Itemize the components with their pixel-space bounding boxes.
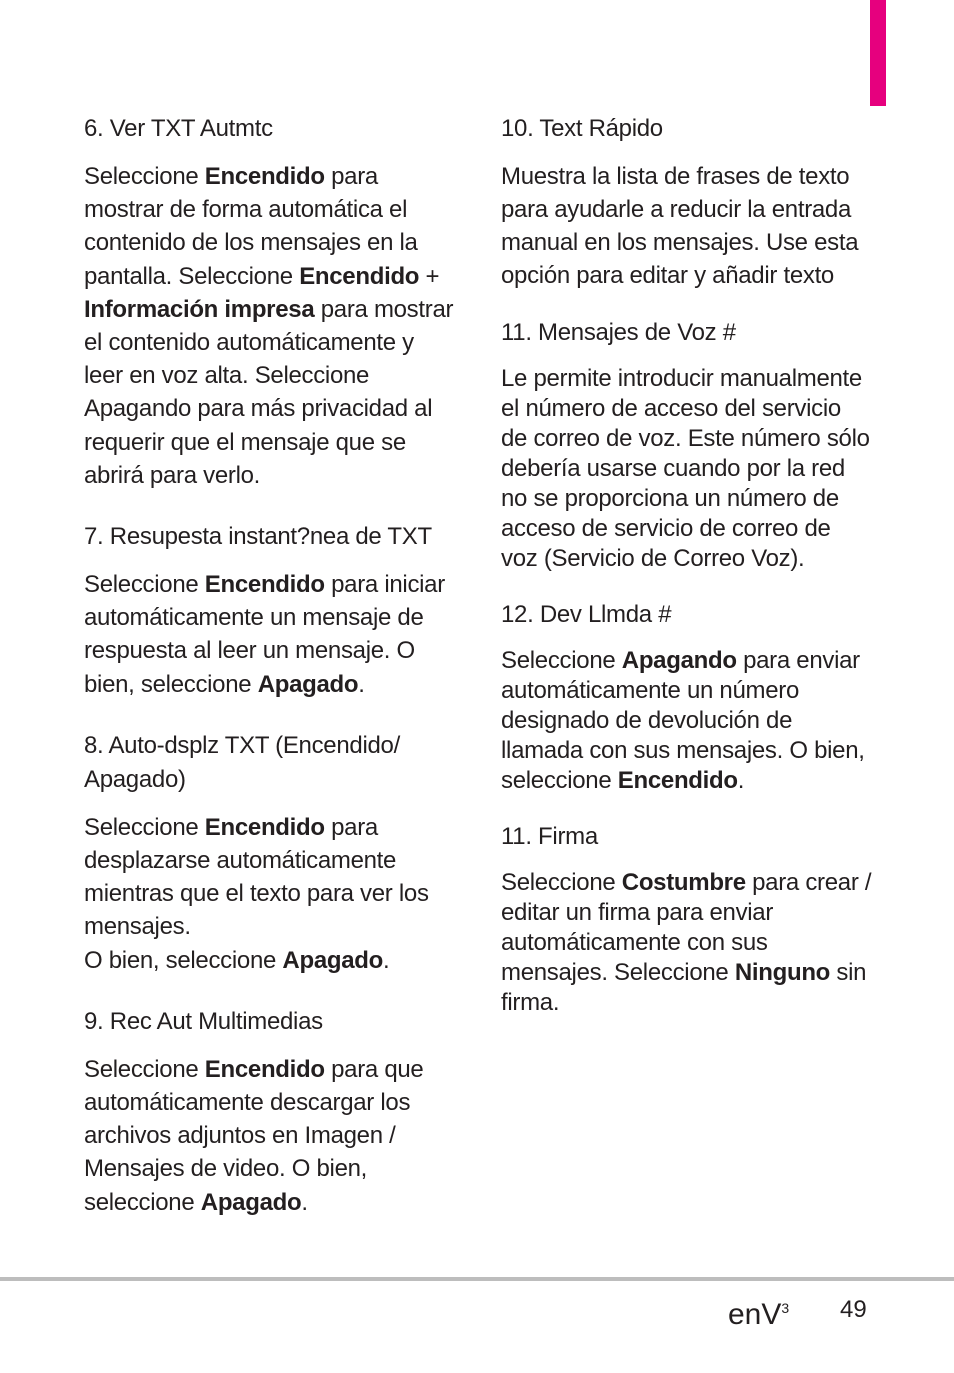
bold-option: Apagado: [257, 670, 359, 698]
text-run: .: [301, 1188, 308, 1216]
section-heading: 11. Firma: [501, 823, 598, 850]
bold-option: Encendido: [204, 1055, 325, 1083]
section-text-rapido: [501, 112, 873, 292]
section-respuesta-instantanea: [84, 520, 456, 701]
section-firma: [501, 820, 873, 1018]
left-column: [84, 112, 456, 1247]
text-run: Seleccione: [501, 647, 622, 674]
text-run: Seleccione: [84, 163, 205, 190]
section-heading: 9. Rec Aut Multimedias: [84, 1007, 323, 1035]
text-run: +: [419, 262, 440, 290]
section-heading: 11. Mensajes de Voz #: [501, 319, 736, 346]
section-ver-txt-autmtc: [84, 112, 456, 492]
bold-option: Encendido: [204, 571, 325, 599]
bold-option: Encendido: [204, 813, 325, 841]
env3-logo: [728, 1290, 789, 1333]
bold-option: Costumbre: [621, 869, 746, 896]
section-heading: 12. Dev Llmda #: [501, 601, 672, 628]
section-heading: 7. Resupesta instant?nea de TXT: [84, 523, 432, 551]
text-run: para desplazarse automáticamente mientras que el texto para ver los mensajes.: [84, 813, 429, 941]
section-body: [84, 160, 456, 492]
bold-option: Apagado: [282, 946, 383, 974]
bold-option: Encendido: [617, 767, 738, 794]
text-run: Seleccione: [84, 571, 205, 599]
bold-option: Información impresa: [84, 295, 315, 323]
text-run: para enviar automáticamente un número designado de devolución de llamada con sus mensajes. O bien, seleccione: [501, 647, 865, 794]
bold-option: Apagando: [621, 647, 737, 674]
text-run: Seleccione: [84, 1055, 205, 1083]
section-heading: 8. Auto-dsplz TXT (Encendido/ Apagado): [84, 731, 400, 793]
text-run: para mostrar el contenido automáticamente y leer en voz alta. Seleccione Apagando para más privacidad al requerir que el mensaje que se abrirá para verlo.: [84, 295, 454, 489]
text-run: para crear / editar un firma para enviar automáticamente con sus mensajes. Seleccione: [501, 869, 872, 986]
bold-option: Ninguno: [734, 959, 831, 986]
text-run: O bien, seleccione: [84, 946, 283, 974]
text-run: .: [737, 767, 745, 794]
text-run: para mostrar de forma automática el contenido de los mensajes en la pantalla. Seleccione: [84, 163, 418, 290]
section-dev-llmda: [501, 598, 873, 796]
text-run: .: [358, 670, 365, 698]
section-auto-dsplz-txt: [84, 729, 456, 977]
text-run: Muestra la lista de frases de texto para ayudarle a reducir la entrada manual en los mensajes. Use esta opción para editar y añadir texto: [501, 163, 859, 289]
text-run: para que automáticamente descargar los archivos adjuntos en Imagen / Mensajes de video. O bien, seleccione: [84, 1055, 424, 1216]
section-body: [501, 646, 873, 796]
section-tab-marker: [870, 0, 886, 106]
section-rec-aut-multimedias: [84, 1005, 456, 1219]
text-run: sin firma.: [501, 959, 867, 1016]
bold-option: Apagado: [200, 1188, 302, 1216]
section-body: [501, 364, 873, 574]
text-run: Le permite introducir manualmente el número de acceso del servicio de correo de voz. Este número sólo debería usarse cuando por la red no se proporciona un número de acceso de servicio de correo de voz (Servicio de Correo Voz).: [501, 365, 870, 572]
page-number: 49: [840, 1296, 867, 1323]
text-run: Seleccione: [501, 869, 622, 896]
right-column: [501, 112, 873, 1042]
section-body: [84, 811, 456, 977]
text-run: para iniciar automáticamente un mensaje de respuesta al leer un mensaje. O bien, seleccione: [84, 571, 445, 698]
section-body: [501, 868, 873, 1018]
section-body: [84, 1053, 456, 1219]
section-body: [84, 568, 456, 701]
text-run: Seleccione: [84, 813, 205, 841]
text-run: .: [383, 946, 390, 974]
section-body: [501, 160, 873, 292]
logo-text: enV: [728, 1298, 782, 1331]
section-mensajes-de-voz: [501, 316, 873, 574]
bold-option: Encendido: [204, 163, 325, 190]
section-heading: 6. Ver TXT Autmtc: [84, 115, 273, 142]
footer-divider: [0, 1277, 954, 1281]
section-heading: 10. Text Rápido: [501, 115, 663, 142]
logo-superscript: 3: [781, 1300, 790, 1316]
bold-option: Encendido: [299, 262, 420, 290]
